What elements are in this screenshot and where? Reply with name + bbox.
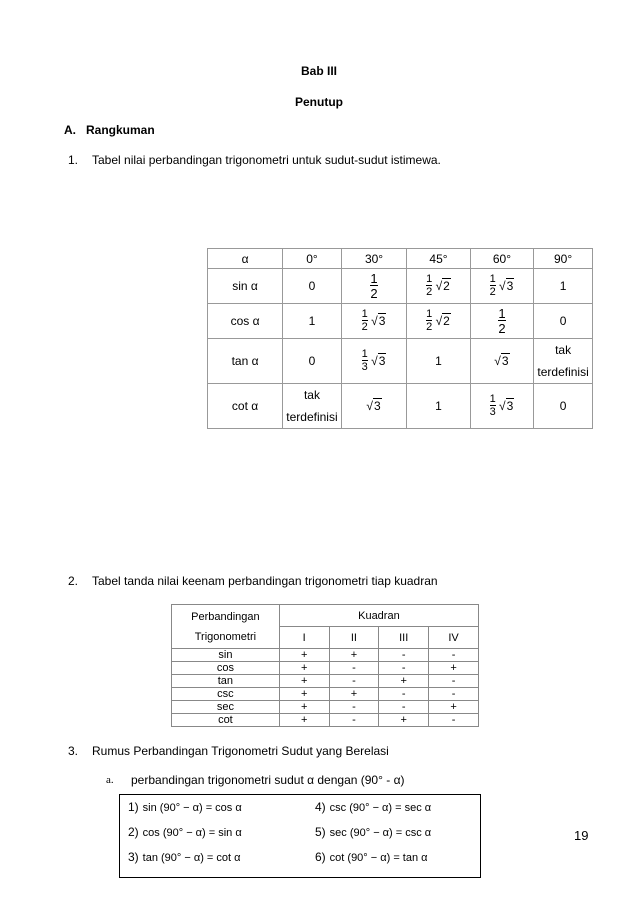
table-row	[208, 339, 593, 384]
square-root: √2	[435, 279, 450, 293]
sign-cell: +	[279, 649, 329, 662]
table-row	[208, 269, 593, 304]
square-root: √3	[499, 279, 514, 293]
quadrant-header: IV	[429, 627, 479, 649]
value-cell	[534, 339, 593, 384]
item3-text: Rumus Perbandingan Trigonometri Sudut yang Berelasi	[92, 744, 389, 758]
square-root: √3	[371, 354, 386, 368]
formula: 6) cot (90° − α) = tan α	[315, 850, 428, 864]
item1-text: Tabel nilai perbandingan trigonometri untuk sudut-sudut istimewa.	[92, 153, 441, 167]
formula: 4) csc (90° − α) = sec α	[315, 800, 432, 814]
fraction: $\frac{1}{3}$	[489, 393, 496, 418]
formulas-box	[119, 794, 481, 878]
square-root: √3	[494, 354, 509, 369]
fraction: $\frac{1}{2}$	[370, 271, 378, 301]
value-cell	[341, 384, 406, 429]
value-cell	[341, 339, 406, 384]
quadrant-header: III	[379, 627, 429, 649]
sign-cell: +	[429, 662, 479, 675]
sign-cell: +	[279, 714, 329, 727]
formula: 1) sin (90° − α) = cos α	[128, 800, 242, 814]
sign-cell: +	[279, 701, 329, 714]
value-cell	[407, 269, 470, 304]
header-cell: 30°	[341, 249, 406, 269]
row-label: cos α	[208, 304, 283, 339]
square-root: √2	[435, 314, 450, 328]
item2-text: Tabel tanda nilai keenam perbandingan trigonometri tiap kuadran	[92, 574, 438, 588]
sign-cell: -	[329, 675, 379, 688]
formula: 5) sec (90° − α) = csc α	[315, 825, 432, 839]
sign-cell: +	[379, 714, 429, 727]
table-row	[208, 384, 593, 429]
fn-cell: csc	[172, 688, 280, 701]
sign-cell: -	[329, 714, 379, 727]
square-root: √3	[499, 399, 514, 413]
item1-number: 1.	[68, 153, 79, 167]
undefined-text: terdefinisi	[537, 365, 589, 379]
table-header-row	[172, 605, 479, 627]
fn-cell: cot	[172, 714, 280, 727]
fraction: $\frac{1}{3}$	[361, 348, 368, 373]
square-root: √3	[371, 314, 386, 328]
sign-cell: -	[329, 662, 379, 675]
value-cell: 1	[534, 269, 593, 304]
undefined-text: terdefinisi	[286, 410, 338, 424]
sign-cell: -	[429, 714, 479, 727]
value-cell: 0	[283, 339, 342, 384]
fn-cell: tan	[172, 675, 280, 688]
value-cell	[341, 269, 406, 304]
fraction: $\frac{1}{2}$	[426, 308, 433, 333]
header-cell	[172, 605, 280, 649]
row-label: tan α	[208, 339, 283, 384]
chapter-label: Bab III	[300, 64, 337, 78]
value-cell: 0	[534, 384, 593, 429]
section-title: Rangkuman	[86, 123, 155, 137]
header-cell: α	[208, 249, 283, 269]
table-row	[172, 675, 479, 688]
header-cell: Kuadran	[279, 605, 478, 627]
table-row	[172, 714, 479, 727]
page-title: Penutup	[295, 95, 343, 109]
value-cell	[470, 269, 533, 304]
sub-item-text: perbandingan trigonometri sudut α dengan (90° - α)	[131, 773, 405, 787]
page-number: 19	[574, 828, 589, 843]
sign-cell: -	[429, 675, 479, 688]
sign-cell: +	[279, 688, 329, 701]
header-cell: 0°	[283, 249, 342, 269]
fraction: $\frac{1}{2}$	[489, 273, 496, 298]
value-cell	[283, 384, 342, 429]
fn-cell: sec	[172, 701, 280, 714]
value-cell	[470, 384, 533, 429]
value-cell	[470, 304, 533, 339]
value-cell	[470, 339, 533, 384]
sign-cell: +	[329, 688, 379, 701]
item2-number: 2.	[68, 574, 79, 588]
header-cell: 45°	[407, 249, 470, 269]
table-row	[208, 304, 593, 339]
sign-cell: -	[429, 688, 479, 701]
sign-cell: -	[329, 701, 379, 714]
value-cell: 1	[407, 384, 470, 429]
sign-cell: -	[379, 701, 429, 714]
sign-cell: -	[379, 662, 429, 675]
sign-cell: +	[379, 675, 429, 688]
sign-cell: -	[429, 649, 479, 662]
sign-cell: +	[279, 675, 329, 688]
fn-cell: cos	[172, 662, 280, 675]
fraction: $\frac{1}{2}$	[498, 306, 506, 336]
value-cell	[407, 304, 470, 339]
fn-cell: sin	[172, 649, 280, 662]
section-number: A.	[64, 123, 76, 137]
sign-cell: -	[379, 649, 429, 662]
table-row	[172, 662, 479, 675]
undefined-text: tak	[555, 343, 572, 357]
row-label: sin α	[208, 269, 283, 304]
sign-cell: +	[429, 701, 479, 714]
value-cell: 1	[407, 339, 470, 384]
quadrant-header: II	[329, 627, 379, 649]
table-row	[172, 701, 479, 714]
value-cell: 0	[534, 304, 593, 339]
quadrant-signs-table	[171, 604, 479, 727]
fraction: $\frac{1}{2}$	[426, 273, 433, 298]
header-cell: 60°	[470, 249, 533, 269]
quadrant-header: I	[279, 627, 329, 649]
formula: 3) tan (90° − α) = cot α	[128, 850, 241, 864]
header-line: Perbandingan	[191, 610, 260, 623]
sign-cell: -	[379, 688, 429, 701]
row-label: cot α	[208, 384, 283, 429]
table-row	[172, 649, 479, 662]
header-line: Trigonometri	[194, 630, 257, 643]
item3-number: 3.	[68, 744, 79, 758]
undefined-text: tak	[303, 388, 320, 402]
table-header-row	[208, 249, 593, 269]
value-cell: 0	[283, 269, 342, 304]
sub-item-letter: a.	[106, 774, 114, 786]
sign-cell: +	[329, 649, 379, 662]
table-row	[172, 688, 479, 701]
sign-cell: +	[279, 662, 329, 675]
formula: 2) cos (90° − α) = sin α	[128, 825, 242, 839]
fraction: $\frac{1}{2}$	[361, 308, 368, 333]
header-cell: 90°	[534, 249, 593, 269]
value-cell	[341, 304, 406, 339]
value-cell: 1	[283, 304, 342, 339]
square-root: √3	[366, 399, 381, 414]
trig-special-angles-table	[207, 248, 593, 429]
